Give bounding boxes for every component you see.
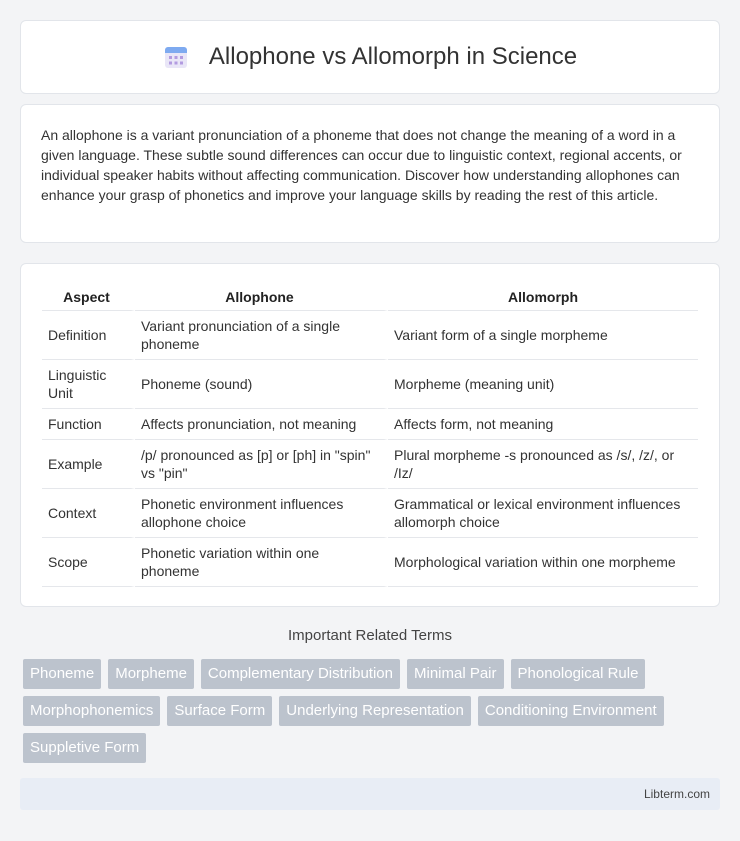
tag-suppletive-form[interactable]: Suppletive Form [23, 733, 146, 763]
table-row [42, 311, 698, 360]
tag-minimal-pair[interactable]: Minimal Pair [407, 659, 504, 689]
footer-site-link[interactable]: Libterm.com [643, 787, 710, 801]
table-row [42, 360, 698, 409]
table-cell: Context [42, 489, 135, 538]
table-cell: Plural morpheme -s pronounced as /s/, /z/, or /Iz/ [388, 440, 698, 489]
calendar-icon [163, 44, 189, 70]
tag-underlying-representation[interactable]: Underlying Representation [279, 696, 471, 726]
tag-phoneme[interactable]: Phoneme [23, 659, 101, 689]
related-terms-title: Important Related Terms [288, 627, 452, 644]
header-allomorph: Allomorph [388, 284, 698, 311]
table-cell: Grammatical or lexical environment influences allomorph choice [388, 489, 698, 538]
comparison-table [42, 284, 698, 587]
tag-conditioning-environment[interactable]: Conditioning Environment [478, 696, 664, 726]
table-row [42, 440, 698, 489]
table-cell: Phonetic environment influences allophone choice [135, 489, 388, 538]
table-cell: Linguistic Unit [42, 360, 135, 409]
intro-text: An allophone is a variant pronunciation of a phoneme that does not change the meaning of a word in a given language. These subtle sound differences can occur due to linguistic context, regional accents, or individual speaker habits without affecting communication. Discover how understanding allophones can enhance your grasp of phonetics and improve your language skills by reading the rest of this article. [41, 127, 682, 203]
table-cell: /p/ pronounced as [p] or [ph] in "spin" vs "pin" [135, 440, 388, 489]
table-cell: Phoneme (sound) [135, 360, 388, 409]
table-cell: Variant form of a single morpheme [388, 311, 698, 360]
table-cell: Affects form, not meaning [388, 409, 698, 440]
table-cell: Example [42, 440, 135, 489]
table-cell: Affects pronunciation, not meaning [135, 409, 388, 440]
header-card [20, 20, 720, 94]
table-cell: Definition [42, 311, 135, 360]
footer [20, 778, 720, 810]
table-cell: Morphological variation within one morpheme [388, 538, 698, 587]
table-cell: Phonetic variation within one phoneme [135, 538, 388, 587]
tag-phonological-rule[interactable]: Phonological Rule [511, 659, 646, 689]
table-cell: Scope [42, 538, 135, 587]
header-allophone: Allophone [135, 284, 388, 311]
intro-card [20, 104, 720, 243]
table-row [42, 489, 698, 538]
table-cell: Morpheme (meaning unit) [388, 360, 698, 409]
table-cell: Variant pronunciation of a single phoneme [135, 311, 388, 360]
comparison-card [20, 263, 720, 607]
tag-morphophonemics[interactable]: Morphophonemics [23, 696, 160, 726]
related-terms-list [23, 659, 723, 763]
tag-morpheme[interactable]: Morpheme [108, 659, 194, 689]
header-aspect: Aspect [42, 284, 135, 311]
table-row [42, 538, 698, 587]
tag-surface-form[interactable]: Surface Form [167, 696, 272, 726]
table-cell: Function [42, 409, 135, 440]
table-row [42, 409, 698, 440]
tag-complementary-distribution[interactable]: Complementary Distribution [201, 659, 400, 689]
table-header-row [42, 284, 698, 311]
page-title: Allophone vs Allomorph in Science [208, 43, 578, 70]
